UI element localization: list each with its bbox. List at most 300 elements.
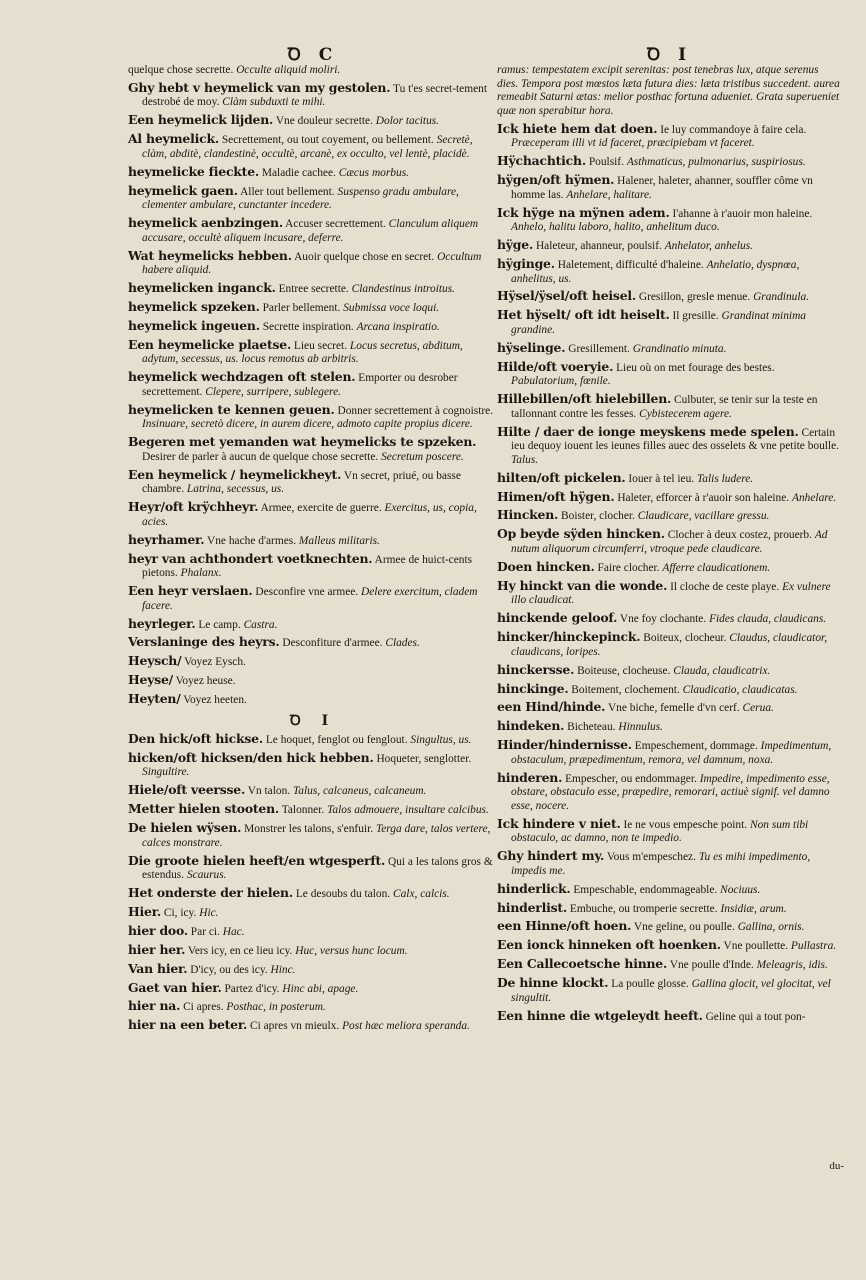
entry-headword: Hillebillen/oft hielebillen. — [497, 391, 672, 407]
entry-latin: Clanculum aliquem accusare, occultè aliquem incusare, deferre. — [142, 218, 479, 244]
entry-latin: Præceperam illi vt id faceret, præcipiebam vt faceret. — [511, 137, 755, 150]
dictionary-entry — [128, 854, 498, 883]
entry-french: Haleter, efforcer à r'auoir son haleine. — [617, 491, 790, 504]
entry-latin: Talus. — [511, 453, 539, 466]
entry-latin: Singultus, us. — [410, 733, 472, 746]
entry-latin: Grandinula. — [753, 291, 810, 304]
entry-french: Monstrer les talons, s'enfuir. — [244, 823, 374, 836]
entry-latin: Clauda, claudicatrix. — [673, 664, 771, 677]
entry-french: Il gresille. — [672, 310, 719, 323]
dictionary-entry — [128, 751, 498, 780]
entry-headword: Himen/oft hÿgen. — [497, 488, 615, 504]
entry-latin: Post hæc meliora speranda. — [342, 1020, 470, 1033]
entry-french: Ci apres. — [183, 1001, 224, 1014]
entry-french: Ci apres vn mieulx. — [250, 1020, 340, 1033]
entry-french: Faire clocher. — [597, 561, 660, 574]
entry-latin: Singultire. — [142, 766, 190, 779]
entry-headword: heyr van achthondert voetknechten. — [128, 550, 373, 566]
entry-french: Accuser secrettement. — [285, 218, 386, 231]
entry-french: Partez d'icy. — [224, 982, 280, 995]
entry-french: Parler bellement. — [262, 301, 341, 314]
entry-latin: Anhelare. — [792, 491, 837, 504]
entry-headword: Het onderste der hielen. — [128, 885, 293, 901]
dictionary-entry — [128, 435, 498, 464]
dictionary-entry — [497, 938, 842, 954]
entry-french: Voyez heuse. — [175, 675, 236, 688]
entry-latin: Cerua. — [742, 702, 774, 715]
entry-french: Qui a les talons gros & estendus. — [142, 855, 493, 882]
dictionary-entry — [497, 341, 842, 357]
dictionary-entry — [497, 173, 842, 202]
entry-latin: Posthac, in posterum. — [226, 1001, 326, 1014]
catchword: du- — [829, 1160, 844, 1172]
entry-latin: Castra. — [243, 618, 278, 631]
entry-latin: Submissa voce loqui. — [343, 301, 440, 314]
entry-latin: Anhelator, anhelus. — [664, 240, 753, 253]
entry-headword: heymelicken inganck. — [128, 280, 276, 296]
entry-latin: Impedimentum, obstaculum, præpedimentum, remora, vel damnum, noxa. — [511, 740, 832, 766]
dictionary-entry — [128, 249, 498, 278]
dictionary-entry — [128, 821, 498, 850]
entry-latin: Claudicare, vacillare gressu. — [637, 510, 770, 523]
dictionary-entry — [128, 184, 498, 213]
entry-latin: Arcana inspiratio. — [356, 320, 440, 333]
dictionary-entry — [128, 886, 498, 902]
entry-french: Voyez heeten. — [183, 694, 247, 707]
entry-latin: Gallina, ornis. — [737, 921, 805, 934]
entry-latin: Locus secretus, abditum, adytum, secessus, us. locus remotus ab arbitris. — [142, 339, 463, 366]
dictionary-entry — [497, 490, 842, 506]
entry-french: Culbuter, se tenir sur la teste en tallonnant contre les fesses. — [511, 394, 818, 420]
entry-latin: Talis ludere. — [697, 472, 754, 485]
entry-french: Vers icy, en ce lieu icy. — [187, 944, 293, 957]
entry-headword: een Hind/hinde. — [497, 699, 606, 715]
entry-french: Le desoubs du talon. — [295, 888, 391, 901]
dictionary-entry — [497, 308, 842, 337]
entry-french: Iouer à tel ieu. — [628, 472, 695, 485]
entry-french: Vne douleur secrette. — [275, 115, 373, 128]
entry-french: Secrettement, ou tout coyement, ou bellement. — [221, 134, 434, 147]
dictionary-entry — [128, 783, 498, 799]
dictionary-entry — [128, 552, 498, 581]
dictionary-entry — [497, 527, 842, 556]
entry-headword: Een heyr verslaen. — [128, 583, 253, 599]
entry-latin: Grandinatio minuta. — [632, 342, 727, 355]
entry-french: Ie luy commandoye à faire cela. — [660, 123, 807, 136]
entry-latin: Dolor tacitus. — [375, 115, 440, 128]
dictionary-entry — [128, 113, 498, 129]
dictionary-entry — [497, 471, 842, 487]
dictionary-entry — [128, 924, 498, 940]
entry-french: Vne poullette. — [723, 940, 789, 953]
dictionary-entry — [128, 403, 498, 432]
entry-latin: Hinnulus. — [618, 721, 663, 734]
entry-latin: Secretè, clàm, abditè, clandestinè, occultè, arcanè, ex occulto, vel lentè, placidè. — [142, 134, 473, 160]
entry-latin: Ex vulnere illo claudicat. — [511, 580, 831, 607]
entry-headword: hinderen. — [497, 769, 563, 785]
entry-headword: Hÿchachtich. — [497, 153, 586, 169]
dictionary-entry — [497, 122, 842, 151]
entry-french: Desconfire vne armee. — [255, 586, 359, 599]
entry-headword: Heysch/ — [128, 653, 182, 669]
entry-french: Vne biche, femelle d'vn cerf. — [607, 702, 740, 715]
entry-headword: hinckersse. — [497, 661, 575, 677]
dictionary-entry — [128, 216, 498, 245]
entry-headword: heymelick gaen. — [128, 182, 238, 198]
dictionary-entry — [497, 425, 842, 468]
entry-headword: hier doo. — [128, 922, 188, 938]
dictionary-entry — [497, 771, 842, 814]
dictionary-entry — [497, 901, 842, 917]
entry-headword: Een hinne die wtgeleydt heeft. — [497, 1007, 703, 1023]
entry-french: Vne geline, ou poulle. — [633, 921, 735, 934]
entry-latin: Huc, versus hunc locum. — [295, 944, 408, 957]
entry-latin: Cybistecerem agere. — [639, 407, 732, 420]
entry-french: Boitement, clochement. — [571, 683, 680, 696]
entry-latin: Asthmaticus, pulmonarius, suspiriosus. — [626, 156, 806, 169]
entry-french: I'ahanne à r'auoir mon haleine. — [672, 207, 813, 220]
entry-headword: Hiele/oft veersse. — [128, 782, 246, 798]
entry-latin: Anhelo, halitu laboro, halito, anhelitum duco. — [511, 221, 720, 234]
entry-french: Secrette inspiration. — [262, 320, 354, 333]
dictionary-entry — [128, 999, 498, 1015]
dictionary-entry — [497, 508, 842, 524]
entry-latin: Impedire, impedimento esse, obstare, obstaculo esse, præpedire, remorari, actiuè signif. vel damno esse, nocere. — [511, 772, 830, 812]
entry-headword: hÿginge. — [497, 255, 555, 271]
dictionary-entry — [128, 319, 498, 335]
entry-headword: Een heymelick lijden. — [128, 112, 274, 128]
dictionary-entry — [128, 732, 498, 748]
entry-french: Vous m'empeschez. — [606, 851, 696, 864]
entry-headword: hincker/hinckepinck. — [497, 629, 641, 645]
entry-headword: Metter hielen stooten. — [128, 801, 280, 817]
dictionary-entry — [497, 957, 842, 973]
entry-headword: hÿselinge. — [497, 339, 566, 355]
entry-french: Haletement, difficulté d'haleine. — [557, 258, 704, 271]
entry-latin: Insinuare, secretò dicere, in aurem dicere, admoto capite propius dicere. — [142, 418, 473, 431]
entry-french: Lieu secret. — [293, 339, 348, 352]
dictionary-entry — [128, 281, 498, 297]
entry-headword: hinderlick. — [497, 880, 571, 896]
entry-headword: Die groote hielen heeft/en wtgesperft. — [128, 852, 386, 868]
entry-french: Ie ne vous empesche point. — [623, 818, 748, 831]
entry-headword: hÿge. — [497, 237, 534, 253]
dictionary-entry — [497, 154, 842, 170]
entry-headword: hier her. — [128, 941, 186, 957]
entry-latin: Delere exercitum, cladem facere. — [142, 586, 478, 612]
entry-french: Auoir quelque chose en secret. — [294, 250, 435, 263]
entry-latin: Non sum tibi obstaculo, ac damno, non te impedio. — [511, 818, 809, 845]
entry-french: Maladie cachee. — [261, 166, 336, 179]
entry-headword: heymelick wechdzagen oft stelen. — [128, 369, 356, 385]
entry-latin: Claudicatio, claudicatas. — [682, 683, 798, 696]
dictionary-entry — [128, 654, 498, 670]
right-column — [497, 42, 842, 1028]
dictionary-entry — [128, 584, 498, 613]
entry-latin: Occulte aliquid moliri. — [236, 64, 341, 76]
entry-headword: heymelick spzeken. — [128, 298, 260, 314]
entry-latin: Claudus, claudicator, claudicans, loripes. — [511, 632, 828, 658]
entry-latin: ramus: tempestatem excipit serenitas: post tenebras lux, atque serenus dies. Tempora post mœstos læta futura dies: læta tristibus succedent. aurea remeabit Saturni ætas: melior posthac fortuna adueniet. Grata superueniet quæ non sperabitur hora. — [497, 64, 840, 117]
entry-french: Bicheteau. — [567, 721, 616, 734]
dictionary-entry — [497, 360, 842, 389]
dictionary-entry — [128, 943, 498, 959]
dictionary-entry — [497, 206, 842, 235]
entry-list — [497, 64, 842, 1024]
entry-headword: Een heymelick / heymelickheyt. — [128, 466, 342, 482]
entry-latin: Clàm subduxti te mihi. — [222, 96, 326, 109]
entry-french: Voyez Eysch. — [184, 656, 246, 669]
entry-latin: Tu es mihi impedimento, impedis me. — [511, 851, 811, 877]
entry-latin: Fides clauda, claudicans. — [709, 613, 827, 626]
entry-headword: Van hier. — [128, 960, 188, 976]
entry-french: Donner secrettement à cognoistre. — [337, 404, 494, 417]
entry-french: Gresillon, gresle menue. — [638, 291, 751, 304]
dictionary-entry — [497, 682, 842, 698]
entry-french: La poulle glosse. — [611, 978, 689, 991]
entry-headword: hinderlist. — [497, 899, 568, 915]
entry-headword: Ick hiete hem dat doen. — [497, 120, 658, 136]
entry-latin: Anhelare, halitare. — [566, 188, 652, 201]
entry-latin: Grandinat minima grandine. — [511, 310, 806, 336]
dictionary-entry — [128, 1018, 498, 1034]
entry-headword: Heyr/oft krÿchheyr. — [128, 499, 259, 515]
entry-headword: Hilte / daer de ionge meyskens mede spelen. — [497, 423, 799, 439]
dictionary-entry — [497, 392, 842, 421]
entry-headword: hinckende geloof. — [497, 610, 618, 626]
entry-headword: Een heymelicke plaetse. — [128, 336, 292, 352]
entry-latin: Cæcus morbus. — [338, 166, 409, 179]
entry-french: Empeschement, dommage. — [634, 740, 758, 753]
entry-headword: een Hinne/oft hoen. — [497, 918, 632, 934]
entry-latin: Latrina, secessus, us. — [186, 483, 285, 496]
dictionary-entry — [128, 673, 498, 689]
entry-french: Halener, haleter, ahanner, souffler côme vn homme las. — [511, 175, 813, 201]
entry-headword: heyrhamer. — [128, 531, 205, 547]
dictionary-entry — [497, 238, 842, 254]
entry-headword: Op beyde sÿden hincken. — [497, 526, 665, 542]
entry-french: Boister, clocher. — [561, 510, 635, 523]
entry-headword: hÿgen/oft hÿmen. — [497, 172, 615, 188]
entry-headword: Begeren met yemanden wat heymelicks te spzeken. — [128, 434, 477, 450]
column-header: Ꝺ C — [287, 45, 339, 65]
entry-french: Clocher à deux costez, prouerb. — [667, 529, 812, 542]
entry-headword: Hy hinckt van die wonde. — [497, 577, 668, 593]
dictionary-entry — [128, 905, 498, 921]
entry-headword: hinckinge. — [497, 680, 569, 696]
entry-french: Il cloche de ceste playe. — [670, 580, 780, 593]
entry-latin: Meleagris, idis. — [756, 959, 828, 972]
entry-headword: Ick hindere v niet. — [497, 815, 621, 831]
dictionary-entry — [497, 919, 842, 935]
entry-latin: Anhelatio, dyspnœa, anhelitus, us. — [511, 258, 800, 285]
dictionary-entry — [497, 882, 842, 898]
entry-latin: Suspenso gradu ambulare, clementer ambulare, cunctanter incedere. — [142, 185, 459, 212]
entry-latin: Hinc. — [270, 963, 296, 976]
entry-latin: Insidiæ, arum. — [720, 902, 787, 915]
entry-latin: Hac. — [222, 925, 245, 938]
entry-headword: Hier. — [128, 904, 162, 919]
dictionary-entry — [128, 692, 498, 708]
dictionary-entry — [128, 338, 498, 367]
entry-headword: Al heymelick. — [128, 131, 219, 147]
entry-headword: Gaet van hier. — [128, 979, 222, 995]
entry-headword: De hielen wÿsen. — [128, 820, 242, 836]
entry-french: Haleteur, ahanneur, poulsif. — [535, 240, 662, 253]
dictionary-entry — [497, 630, 842, 659]
entry-headword: Een Callecoetsche hinne. — [497, 956, 668, 972]
entry-french: Poulsif. — [588, 156, 624, 169]
entry-french: Desconfiture d'armee. — [282, 637, 383, 650]
dictionary-entry — [497, 64, 842, 118]
entry-latin: Terga dare, talos vertere, calces monstrare. — [142, 823, 491, 849]
entry-french: Desirer de parler à aucun de quelque chose secrette. — [142, 450, 379, 463]
dictionary-entry — [128, 500, 498, 529]
entry-french: Le hoquet, fenglot ou fenglout. — [265, 733, 408, 746]
entry-french: Vn talon. — [247, 785, 291, 798]
entry-headword: Het hÿselt/ oft idt heiselt. — [497, 307, 670, 323]
entry-latin: Nociuus. — [720, 883, 761, 896]
dictionary-entry — [497, 611, 842, 627]
entry-french: Empeschable, endommageable. — [573, 883, 718, 896]
dictionary-entry — [128, 81, 498, 110]
left-column — [128, 42, 498, 1037]
entry-headword: Den hick/oft hickse. — [128, 730, 263, 746]
section-subheader: Ꝺ I — [289, 712, 337, 729]
dictionary-entry — [128, 962, 498, 978]
column-header: Ꝺ I — [646, 45, 693, 65]
dictionary-entry — [497, 560, 842, 576]
dictionary-entry — [497, 289, 842, 305]
entry-french: Talonner. — [281, 804, 325, 817]
entry-headword: heymelick aenbzingen. — [128, 215, 283, 231]
dictionary-entry — [497, 700, 842, 716]
entry-latin: Clades. — [385, 637, 420, 650]
entry-french: Tu t'es secret-tement destrobé de moy. — [142, 82, 488, 109]
dictionary-entry — [497, 579, 842, 608]
entry-headword: Heyse/ — [128, 672, 173, 688]
entry-french: Le camp. — [198, 618, 241, 631]
entry-french: Ci, icy. — [163, 907, 197, 919]
dictionary-entry — [128, 981, 498, 997]
dictionary-entry — [497, 738, 842, 767]
entry-latin: Talos admouere, insultare calcibus. — [327, 804, 489, 817]
entry-headword: Ghy hebt v heymelick van my gestolen. — [128, 79, 391, 95]
entry-latin: Clandestinus introitus. — [351, 283, 455, 296]
entry-headword: hindeken. — [497, 718, 565, 734]
entry-headword: Doen hincken. — [497, 558, 595, 574]
entry-latin: Secretum poscere. — [381, 450, 464, 463]
entry-latin: Malleus militaris. — [298, 534, 380, 547]
entry-latin: Calx, calcis. — [392, 888, 450, 901]
entry-french: Vne hache d'armes. — [207, 534, 297, 547]
entry-headword: Hÿsel/ÿsel/oft heisel. — [497, 288, 636, 304]
entry-headword: Hinder/hindernisse. — [497, 737, 632, 753]
dictionary-entry — [497, 849, 842, 878]
entry-latin: Afferre claudicationem. — [662, 561, 771, 574]
entry-latin: Hinc abi, apage. — [282, 982, 359, 995]
entry-latin: Occultum habere aliquid. — [142, 250, 482, 277]
entry-french: quelque chose secrette. — [128, 64, 234, 76]
dictionary-entry — [128, 132, 498, 161]
dictionary-entry — [497, 817, 842, 846]
entry-french: Aller tout bellement. — [240, 185, 335, 198]
entry-headword: hier na een beter. — [128, 1017, 248, 1033]
entry-headword: hilten/oft pickelen. — [497, 469, 626, 485]
entry-latin: Clepere, surripere, sublegere. — [205, 385, 341, 398]
entry-headword: Hilde/oft voeryie. — [497, 358, 614, 374]
entry-headword: Heyten/ — [128, 691, 181, 707]
dictionary-entry — [128, 165, 498, 181]
dictionary-entry — [128, 533, 498, 549]
entry-latin: Pabulatorium, fœnile. — [511, 375, 611, 388]
entry-french: Empescher, ou endommager. — [565, 772, 697, 785]
entry-headword: Een ionck hinneken oft hoenken. — [497, 937, 721, 953]
entry-headword: Wat heymelicks hebben. — [128, 247, 292, 263]
dictionary-entry — [128, 370, 498, 399]
entry-headword: Verslaninge des heyrs. — [128, 634, 280, 650]
dictionary-entry — [497, 976, 842, 1005]
entry-french: Gresillement. — [568, 342, 630, 355]
entry-french: Armee, exercite de guerre. — [260, 502, 382, 515]
entry-french: Certain ieu dequoy iouent les ieunes filles auec des osselets & vne petite boulle. — [511, 426, 840, 453]
entry-french: Boiteuse, clocheuse. — [577, 664, 671, 677]
dictionary-entry — [497, 1009, 842, 1025]
entry-headword: heymelicken te kennen geuen. — [128, 401, 335, 417]
entry-french: Hoqueter, senglotter. — [376, 752, 472, 765]
entry-latin: Exercitus, us, copia, acies. — [142, 502, 477, 528]
entry-latin: Talus, calcaneus, calcaneum. — [293, 785, 427, 798]
entry-headword: heymelicke fieckte. — [128, 163, 259, 179]
entry-french: Emporter ou desrober secrettement. — [142, 372, 458, 398]
entry-french: Par ci. — [190, 925, 220, 938]
dictionary-entry — [497, 257, 842, 286]
dictionary-entry — [128, 64, 498, 78]
entry-headword: hier na. — [128, 998, 181, 1014]
entry-headword: Hincken. — [497, 507, 559, 523]
entry-headword: heyrleger. — [128, 615, 196, 631]
dictionary-entry — [128, 468, 498, 497]
entry-headword: Ick hÿge na mÿnen adem. — [497, 204, 670, 220]
entry-headword: hicken/oft hicksen/den hick hebben. — [128, 749, 374, 765]
dictionary-entry — [128, 635, 498, 651]
entry-latin: Phalanx. — [180, 567, 222, 580]
dictionary-entry — [497, 719, 842, 735]
entry-french: Lieu où on met fourage des bestes. — [616, 361, 775, 374]
entry-french: Boiteux, clocheur. — [643, 632, 727, 645]
entry-list-2 — [128, 732, 498, 1034]
entry-french: Embuche, ou tromperie secrette. — [569, 902, 718, 915]
dictionary-entry — [128, 617, 498, 633]
entry-list — [128, 64, 498, 708]
entry-latin: Ad nutum aliquorum circumferri, vtroque pede claudicare. — [511, 529, 828, 555]
dictionary-entry — [128, 802, 498, 818]
entry-headword: Ghy hindert my. — [497, 848, 605, 864]
entry-latin: Hic. — [199, 907, 219, 919]
dictionary-entry — [497, 663, 842, 679]
entry-french: D'icy, ou des icy. — [190, 963, 268, 976]
dictionary-entry — [128, 300, 498, 316]
entry-french: Geline qui a tout pon- — [705, 1010, 806, 1023]
entry-latin: Scaurus. — [186, 869, 227, 882]
entry-latin: Gallina glocit, vel glocitat, vel singultit. — [511, 978, 831, 1004]
entry-latin: Pullastra. — [790, 940, 837, 953]
entry-headword: De hinne klockt. — [497, 975, 609, 991]
entry-french: Vne poulle d'Inde. — [669, 959, 754, 972]
entry-headword: heymelick ingeuen. — [128, 317, 260, 333]
entry-french: Vne foy clochante. — [619, 613, 707, 626]
entry-french: Entree secrette. — [278, 283, 349, 296]
